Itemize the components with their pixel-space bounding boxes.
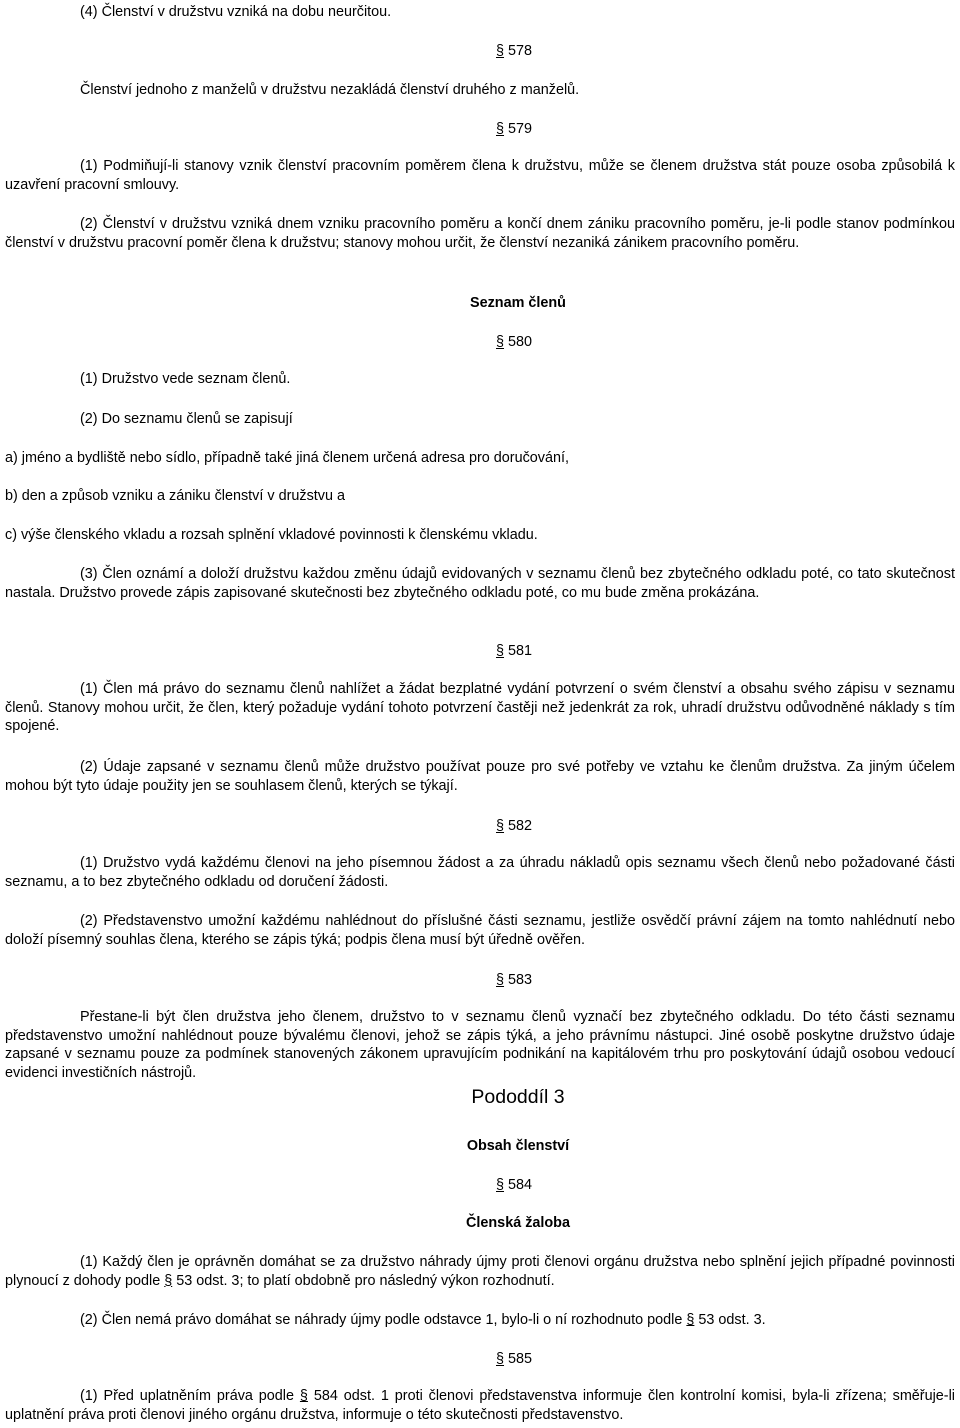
section-number: 579 [508, 121, 533, 137]
section-symbol: § [496, 1177, 505, 1193]
paragraph [5, 1311, 955, 1330]
section-heading-581 [496, 642, 532, 660]
paragraph: (2) Údaje zapsané v seznamu členů může družstvo používat pouze pro své potřeby ve vztahu ke členům družstva. Za jiným účelem mohou být tyto údaje použity jen se souhlasem členů, kterých se týkají. [5, 759, 955, 794]
paragraph-text: (1) Každý člen je oprávněn domáhat se za družstvo náhrady újmy proti členovi orgánu družstva nebo splnění jejich případné povinnosti plynoucí z dohody podle [5, 1254, 955, 1289]
section-reference-link[interactable]: § [164, 1272, 173, 1289]
heading-obsah-clenstvi: Obsah členství [466, 1138, 570, 1154]
heading-pododdil: Pododdíl 3 [471, 1086, 565, 1108]
section-heading-584 [496, 1176, 532, 1194]
paragraph: (3) Člen oznámí a doloží družstvu každou změnu údajů evidovaných v seznamu členů bez zbytečného odkladu poté, co tato skutečnost nastala. Družstvo provede zápis zapisované skutečnosti bez zbytečného odkladu poté, co mu bude změna prokázána. [5, 566, 955, 601]
paragraph-text: 53 odst. 3; to platí obdobně pro následný výkon rozhodnutí. [172, 1272, 555, 1289]
paragraph-text: 53 odst. 3. [694, 1312, 766, 1328]
section-number: 580 [508, 334, 533, 350]
section-symbol: § [496, 334, 505, 350]
paragraph: (4) Členství v družstvu vzniká na dobu neurčitou. [80, 4, 392, 20]
paragraph: Přestane-li být člen družstva jeho členem, družstvo to v seznamu členů vyznačí bez zbytečného odkladu. Do této části seznamu představenstvo umožní nahlédnout pouze bývalému členovi, jehož se zápis týká, a jeho právnímu nástupci. Jiné osobě poskytne družstvo údaje zapsané v seznamu pouze za podmínek stanovených zákonem upravujícím podnikání na kapitálovém trhu pro poskytování údajů osobou vedoucí evidenci investičních nástrojů. [5, 1009, 955, 1081]
section-symbol: § [496, 643, 505, 659]
section-heading-579 [496, 120, 532, 138]
paragraph-text: (1) Před uplatněním práva podle [80, 1388, 300, 1404]
paragraph-text: (2) Člen nemá právo domáhat se náhrady újmy podle odstavce 1, bylo-li o ní rozhodnuto podle [80, 1312, 687, 1328]
section-reference-link[interactable]: § [299, 1388, 308, 1404]
heading-clenska-zaloba: Členská žaloba [466, 1215, 570, 1231]
list-item-c: c) výše členského vkladu a rozsah splnění vkladové povinnosti k členskému vkladu. [5, 527, 538, 543]
section-heading-578 [496, 42, 532, 60]
section-heading-582 [496, 817, 532, 835]
section-symbol: § [496, 121, 505, 137]
section-heading-580 [496, 333, 532, 351]
section-symbol: § [496, 818, 505, 834]
section-number: 585 [508, 1351, 533, 1367]
paragraph: (2) Členství v družstvu vzniká dnem vzniku pracovního poměru a končí dnem zániku pracovního poměru, je-li podle stanov podmínkou členství v družstvu pracovní poměr člena k družstvu; stanovy mohou určit, že členství nezaniká zánikem pracovního poměru. [5, 216, 955, 251]
section-reference-link[interactable]: § [686, 1312, 695, 1328]
paragraph: (1) Družstvo vede seznam členů. [80, 371, 291, 387]
paragraph [5, 1387, 955, 1424]
section-symbol: § [496, 1351, 505, 1367]
paragraph: (2) Představenstvo umožní každému nahlédnout do příslušné části seznamu, jestliže osvědčí právní zájem na tomto nahlédnutí nebo doloží písemný souhlas člena, kterého se zápis týká; podpis člena musí být úředně ověřen. [5, 913, 955, 948]
paragraph: (1) Podmiňují-li stanovy vznik členství pracovním poměrem člena k družstvu, může se členem družstva stát pouze osoba způsobilá k uzavření pracovní smlouvy. [5, 158, 955, 193]
paragraph: (1) Družstvo vydá každému členovi na jeho písemnou žádost a za úhradu nákladů opis seznamu všech členů nebo požadované části seznamu, a to bez zbytečného odkladu od doručení žádosti. [5, 855, 955, 890]
section-symbol: § [496, 972, 505, 988]
paragraph: Členství jednoho z manželů v družstvu nezakládá členství druhého z manželů. [80, 82, 580, 98]
paragraph [5, 1253, 955, 1290]
section-number: 578 [508, 43, 533, 59]
list-item-b: b) den a způsob vzniku a zániku členství v družstvu a [5, 488, 345, 504]
paragraph: (1) Člen má právo do seznamu členů nahlížet a žádat bezplatné vydání potvrzení o svém členství a obsahu svého zápisu v seznamu členů. Stanovy mohou určit, že člen, který požaduje vydání tohoto potvrzení častěji než jedenkrát za rok, uhradí družstvu odůvodněné náklady s tím spojené. [5, 681, 955, 735]
list-item-a: a) jméno a bydliště nebo sídlo, případně také jiná členem určená adresa pro doručování, [5, 450, 569, 466]
section-number: 581 [508, 643, 533, 659]
section-symbol: § [496, 43, 505, 59]
section-heading-585 [496, 1350, 532, 1368]
section-heading-583 [496, 971, 532, 989]
paragraph: (2) Do seznamu členů se zapisují [80, 411, 293, 427]
section-number: 582 [508, 818, 533, 834]
section-number: 584 [508, 1177, 533, 1193]
heading-seznam-clenu: Seznam členů [470, 295, 566, 311]
section-number: 583 [508, 972, 533, 988]
paragraph-text: 584 odst. 1 proti členovi představenstva informuje člen kontrolní komisi, byla-li zřízena; směřuje-li uplatnění práva proti členovi jiného orgánu družstva, informuje o této skutečnosti představenstvo. [5, 1388, 955, 1423]
